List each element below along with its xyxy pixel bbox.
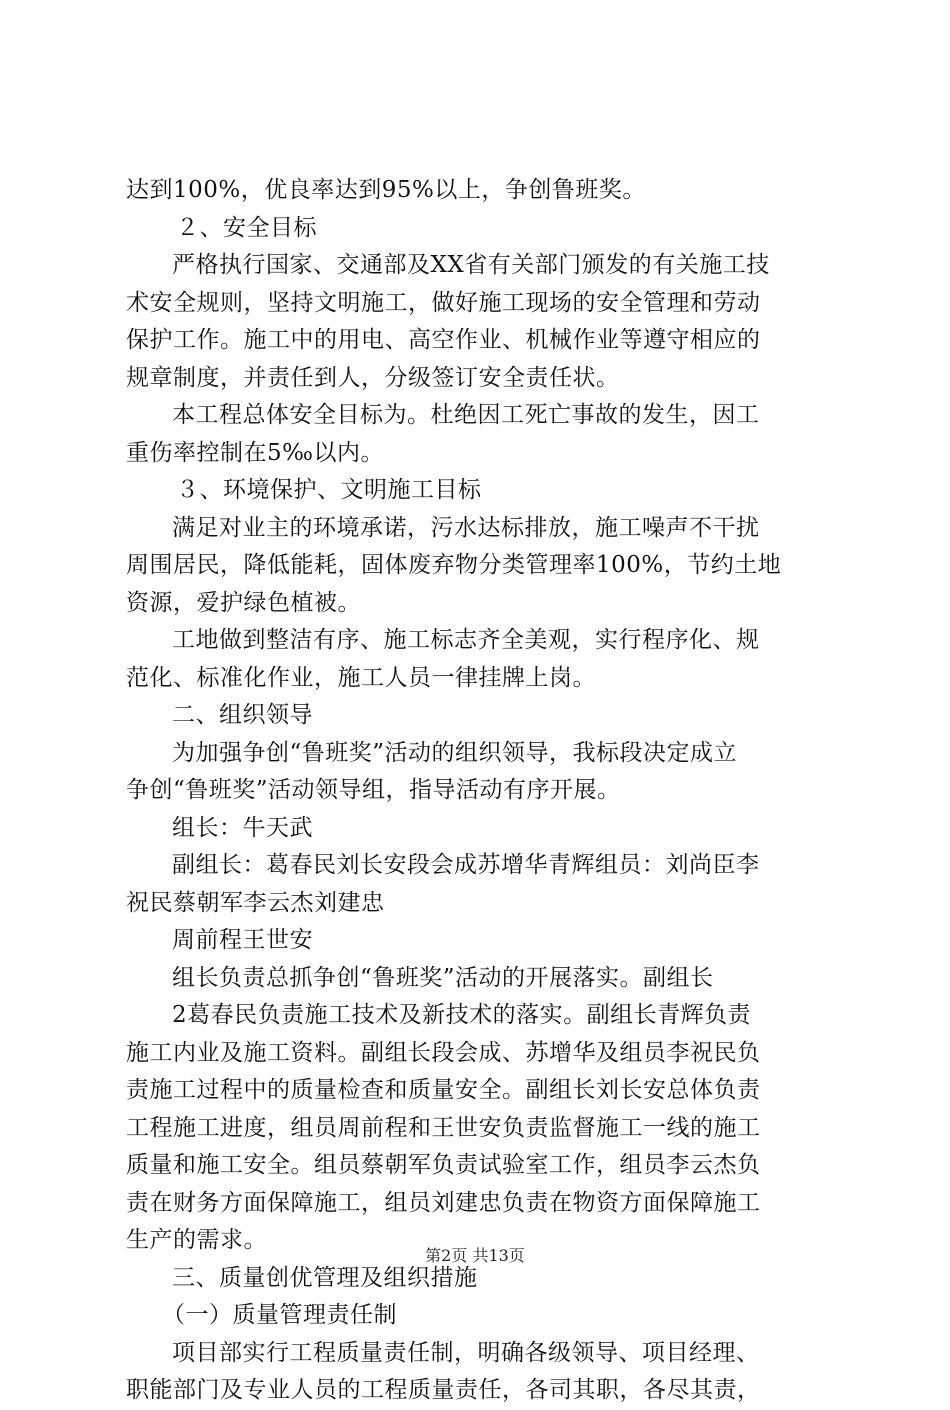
text-line: 质量和施工安全。组员蔡朝军负责试验室工作，组员李云杰负 [126, 1152, 761, 1178]
text-line: 组长负责总抓争创“鲁班奖”活动的开展落实。副组长 [172, 964, 714, 991]
text-line: 2葛春民负责施工技术及新技术的落实。副组长青辉负责 [172, 1002, 752, 1028]
section-heading: ３、环境保护、文明施工目标 [176, 477, 482, 503]
text-line: 达到100%，优良率达到95%以上，争创鲁班奖。 [126, 177, 646, 203]
text-line: 工程施工进度，组员周前程和王世安负责监督施工一线的施工 [126, 1114, 761, 1141]
text-line: 施工内业及施工资料。副组长段会成、苏增华及组员李祝民负 [126, 1039, 761, 1066]
text-line: 生产的需求。 [126, 1227, 267, 1253]
text-line: 为加强争创“鲁班奖”活动的组织领导，我标段决定成立 [172, 739, 738, 766]
text-line: 满足对业主的环境承诺，污水达标排放，施工噪声不干扰 [172, 514, 760, 541]
text-line: 周围居民，降低能耗，固体废弃物分类管理率100%，节约土地 [126, 552, 782, 578]
text-line: 本工程总体安全目标为。杜绝因工死亡事故的发生，因工 [172, 402, 760, 428]
text-line: 术安全规则，坚持文明施工，做好施工现场的安全管理和劳动 [126, 289, 761, 316]
section-heading: ２、安全目标 [176, 214, 317, 241]
text-line: 争创“鲁班奖”活动领导组，指导活动有序开展。 [126, 777, 621, 803]
text-line: 资源，爱护绿色植被。 [126, 589, 361, 616]
body-text [126, 172, 836, 1410]
text-line: 工地做到整洁有序、施工标志齐全美观，实行程序化、规 [172, 627, 760, 653]
page-number-footer: 第2页 共13页 [425, 1246, 525, 1265]
text-line: 范化、标准化作业，施工人员一律挂牌上岗。 [126, 664, 596, 691]
text-line: 规章制度，并责任到人，分级签订安全责任状。 [126, 364, 620, 391]
text-line: 重伤率控制在5‰以内。 [126, 439, 384, 466]
text-line: 组长：牛天武 [172, 814, 313, 841]
section-heading: 三、质量创优管理及组织措施 [172, 1264, 478, 1291]
text-line: 副组长：葛春民刘长安段会成苏增华青辉组员：刘尚臣李 [172, 852, 760, 878]
text-line: 保护工作。施工中的用电、高空作业、机械作业等遵守相应的 [126, 327, 761, 353]
text-line: 严格执行国家、交通部及XX省有关部门颁发的有关施工技 [172, 252, 770, 278]
text-line: 周前程王世安 [172, 927, 313, 953]
text-line: 职能部门及专业人员的工程质量责任，各司其职，各尽其责， [126, 1377, 761, 1403]
text-line: 责在财务方面保障施工，组员刘建忠负责在物资方面保障施工 [126, 1189, 761, 1216]
section-heading: 二、组织领导 [172, 702, 313, 728]
text-line: 责施工过程中的质量检查和质量安全。副组长刘长安总体负责 [126, 1077, 761, 1103]
section-heading: （一）质量管理责任制 [162, 1302, 397, 1328]
text-line: 祝民蔡朝军李云杰刘建忠 [126, 889, 385, 916]
text-line: 项目部实行工程质量责任制，明确各级领导、项目经理、 [172, 1339, 760, 1366]
